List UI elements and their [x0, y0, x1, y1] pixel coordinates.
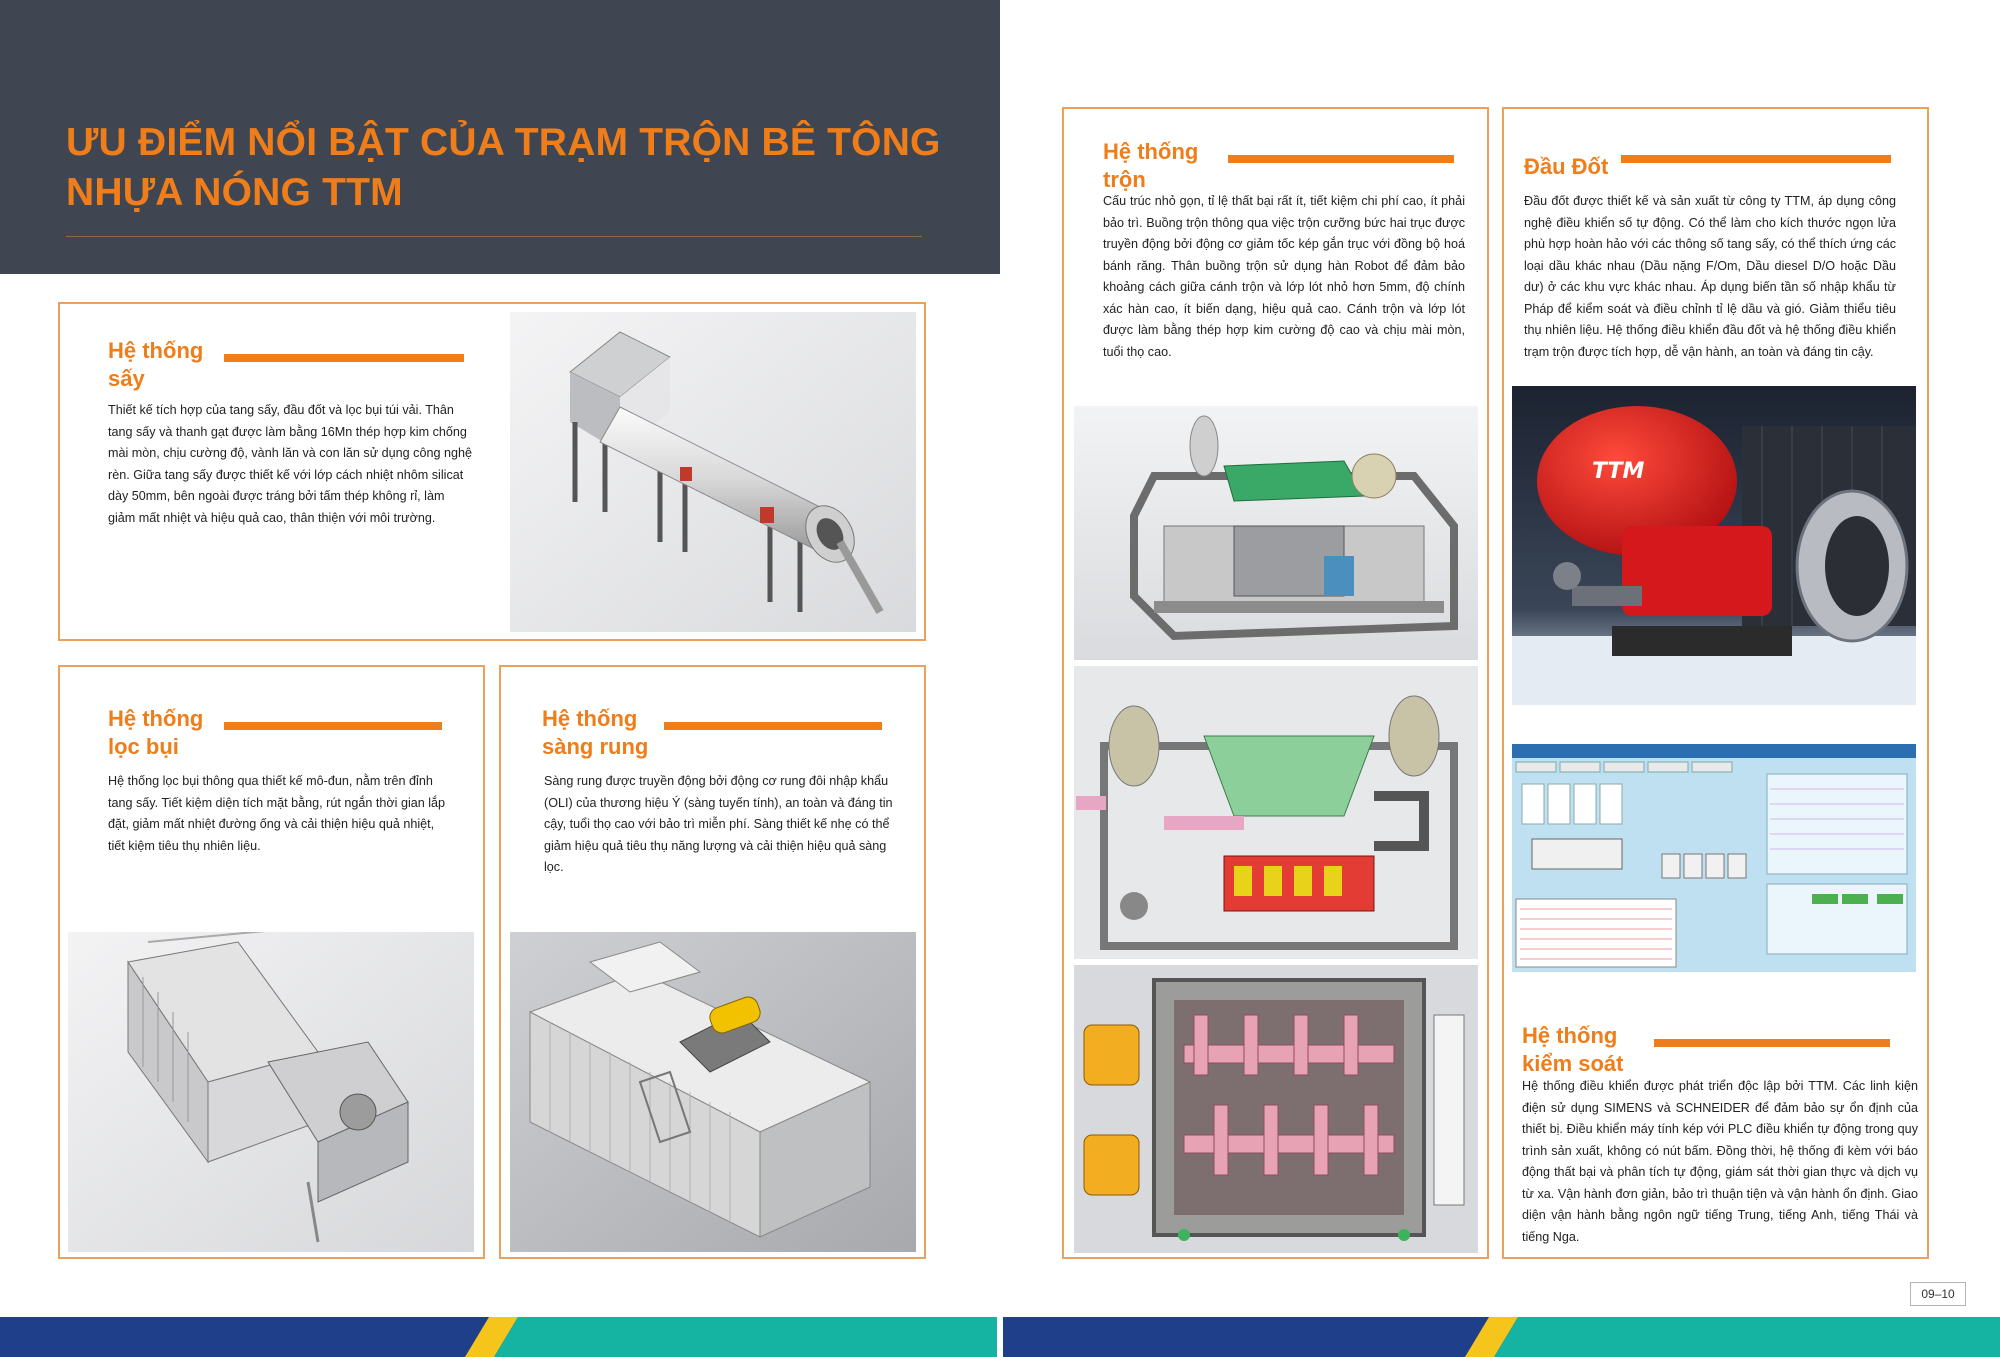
drying-text: Thiết kế tích hợp của tang sấy, đầu đốt và lọc bụi túi vải. Thân tang sấy và thanh gạt được làm bằng 16Mn thép hợp kim chống mài mòn, chịu cường độ, vành lăn và con lăn sử dụng công nghệ rèn. Giữa tang sấy được thiết kế với lớp cách nhiệt nhôm silicat dày 50mm, bên ngoài được tráng bởi tấm thép không rỉ, làm giảm mất nhiệt và hiệu quả cao, thân thiện với môi trường. [108, 403, 472, 525]
mixer-photo-bottom [1074, 965, 1478, 1253]
control-title [1522, 1022, 1624, 1078]
vibrating-screen-title [542, 705, 648, 761]
burner-title-bar [1621, 155, 1891, 163]
burner-logo-text: TTM [1592, 459, 1645, 484]
burner-title: Đầu Đốt [1524, 154, 1609, 179]
footer-band [0, 1317, 2000, 1357]
drying-title-line2: sấy [108, 366, 145, 391]
title-rule [66, 236, 922, 237]
dust-filter-title [108, 705, 203, 761]
dust-filter-text: Hệ thống lọc bụi thông qua thiết kế mô-đun, nằm trên đỉnh tang sấy. Tiết kiệm diện tích mặt bằng, rút ngắn thời gian lắp đặt, giảm mất nhiệt đường ống và cải thiện hiệu quả nhiệt, tiết kiệm tiêu thụ nhiên liệu. [108, 774, 446, 853]
mixer-photo-middle [1074, 666, 1478, 959]
drying-title-line1: Hệ thống [108, 338, 204, 363]
page-number: 09–10 [1910, 1282, 1966, 1306]
drying-title-bar [224, 354, 464, 362]
page-title-line2: NHỰA NÓNG TTM [66, 171, 403, 214]
control-title-line2: kiểm soát [1522, 1051, 1624, 1076]
mixer-title [1103, 138, 1198, 194]
mixer-title-line1: Hệ thống [1103, 139, 1199, 164]
mixer-text: Cấu trúc nhỏ gọn, tỉ lệ thất bại rất ít, tiết kiệm chi phí cao, ít phải bảo trì. Buồng trộn thông qua việc trộn cưỡng bức hai trục được truyền động bởi động cơ giảm tốc kép gắn trục với đồng bộ hoá bánh răng. Thân buồng trộn sử dụng hàn Robot để đảm bảo khoảng cách giữa cánh trộn và lớp lót nhỏ hơn 5mm, độ chính xác hàn cao, ít biến dạng, hiệu quả cao. Cánh trộn và lớp lót được làm bằng thép hợp kim cường độ cao và chịu mài mòn, tuổi thọ cao. [1103, 194, 1465, 359]
control-text: Hệ thống điều khiển được phát triển độc lập bởi TTM. Các linh kiện điện sử dụng SIMENS và SCHNEIDER để đảm bảo sự ổn định của thiết bị. Điều khiển máy tính kép với PLC điều khiển tự động trong quy trình sản xuất, không có nút bấm. Đồng thời, hệ thống đi kèm với báo động thất bại và phân tích tự động, giám sát thời gian thực và dịch vụ từ xa. Vận hành đơn giản, bảo trì thuận tiện và vận hành ổn định. Giao diện vận hành bằng ngôn ngữ tiếng Trung, tiếng Anh, tiếng Thái và tiếng Nga. [1522, 1079, 1918, 1244]
control-screenshot [1512, 744, 1916, 972]
drying-drum-image [510, 312, 916, 632]
dust-title-line2: lọc bụi [108, 734, 179, 759]
vibrating-screen-image [510, 932, 916, 1252]
dust-title-line1: Hệ thống [108, 706, 204, 731]
mixer-title-bar [1228, 155, 1454, 163]
control-title-line1: Hệ thống [1522, 1023, 1618, 1048]
dust-filter-title-bar [224, 722, 442, 730]
dust-filter-image [68, 932, 474, 1252]
page-title-line1: ƯU ĐIỂM NỔI BẬT CỦA TRẠM TRỘN BÊ TÔNG [66, 121, 941, 164]
burner-photo [1512, 386, 1916, 705]
screen-title-line1: Hệ thống [542, 706, 638, 731]
page-title [66, 118, 946, 218]
burner-text: Đầu đốt được thiết kế và sản xuất từ công ty TTM, áp dụng công nghệ điều khiển số tự động. Có thể làm cho kích thước ngọn lửa phù hợp hoàn hảo với các thông số tang sấy, có thể thích ứng các loại dầu khác nhau (Dầu nặng F/Om, Dầu diesel D/O hoặc Dầu dư) ở các khu vực khác nhau. Áp dụng biến tần số nhập khẩu từ Pháp để kiểm soát và điều chỉnh tỉ lệ dầu và gió. Giảm thiểu tiêu thụ nhiên liệu. Hệ thống điều khiển đầu đốt và hệ thống điều khiển trạm trộn được tích hợp, dễ vận hành, an toàn và đáng tin cậy. [1524, 194, 1896, 359]
mixer-photo-top [1074, 406, 1478, 660]
mixer-title-line2: trộn [1103, 167, 1146, 192]
vibrating-screen-text: Sàng rung được truyền động bởi động cơ rung đôi nhập khẩu (OLI) của thương hiệu Ý (sàng tuyến tính), an toàn và đáng tin cậy, tuổi thọ cao với bảo trì miễn phí. Sàng thiết kế nhẹ có thể giảm hiệu quả tiêu thụ năng lượng và cải thiện hiệu quả sàng lọc. [544, 774, 893, 874]
vibrating-screen-title-bar [664, 722, 882, 730]
drying-title [108, 337, 203, 393]
control-title-bar [1654, 1039, 1890, 1047]
screen-title-line2: sàng rung [542, 734, 649, 759]
